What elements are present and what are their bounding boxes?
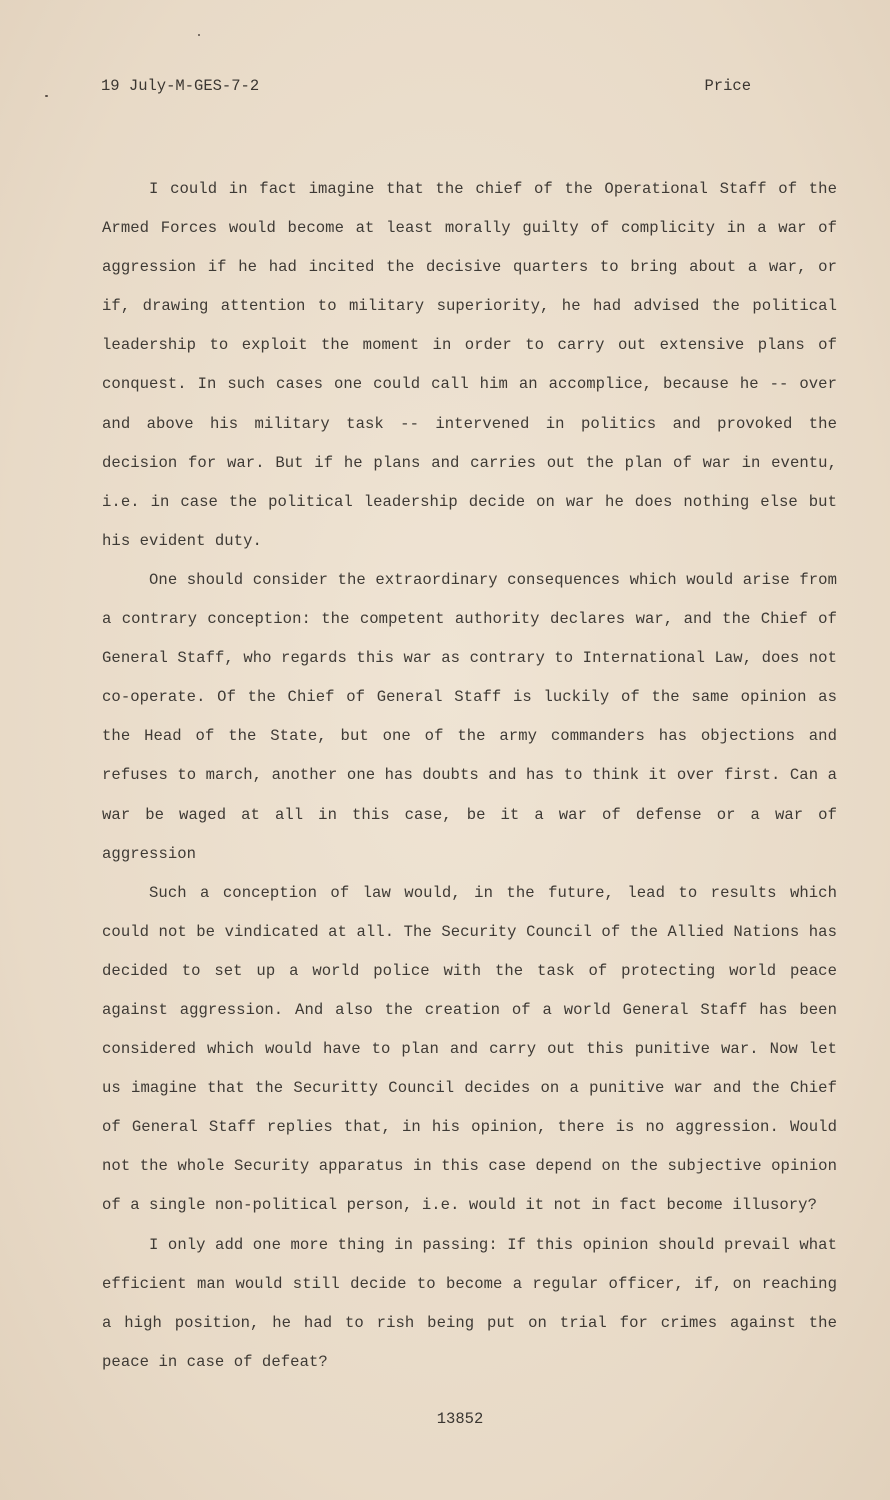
page-footer xyxy=(0,1410,890,1428)
paragraph: I could in fact imagine that the chief of the Operational Staff of the Armed Forces would become at least morally guilty of complicity in a war of aggression if he had incited the decisive quarters to bring about a war, or if, drawing attention to military superiority, he had advised the political leadership to exploit the moment in order to carry out extensive plans of conquest. In such cases one could call him an accomplice, because he -- over and above his military task -- intervened in politics and provoked the decision for war. But if he plans and carries out the plan of war in eventu, i.e. in case the political leadership decide on war he does nothing else but his evident duty. xyxy=(102,180,837,550)
paragraph: One should consider the extraordinary consequences which would arise from a contrary conception: the competent authority declares war, and the Chief of General Staff, who regards this war as contrary to International Law, does not co-operate. Of the Chief of General Staff is luckily of the same opinion as the Head of the State, but one of the army commanders has objections and refuses to march, another one has doubts and has to think it over first. Can a war be waged at all in this case, be it a war of defense or a war of aggression xyxy=(102,570,837,863)
document-reference: 19 July-M-GES-7-2 xyxy=(101,77,260,95)
speaker-name: Price xyxy=(704,77,751,95)
page-number: 13852 xyxy=(436,1410,484,1428)
paragraph: Such a conception of law would, in the future, lead to results which could not be vindicated at all. The Security Council of the Allied Nations has decided to set up a world police with the task of protecting world peace against aggression. And also the creation of a world General Staff has been considered which would have to plan and carry out this punitive war. Now let us imagine that the Securitty Council decides on a punitive war and the Chief of General Staff replies that, in his opinion, there is no aggression. Would not the whole Security apparatus in this case depend on the subjective opinion of a single non-political person, i.e. would it not in fact become illusory? xyxy=(102,883,837,1215)
paper-speck xyxy=(45,95,48,97)
paper-speck xyxy=(198,34,200,36)
paragraph: I only add one more thing in passing: If this opinion should prevail what efficient man would still decide to become a regular officer, if, on reaching a high position, he had to rish being put on trial for crimes against the peace in case of defeat? xyxy=(102,1235,837,1371)
transcript-body xyxy=(102,170,837,1382)
page-header xyxy=(101,77,751,101)
